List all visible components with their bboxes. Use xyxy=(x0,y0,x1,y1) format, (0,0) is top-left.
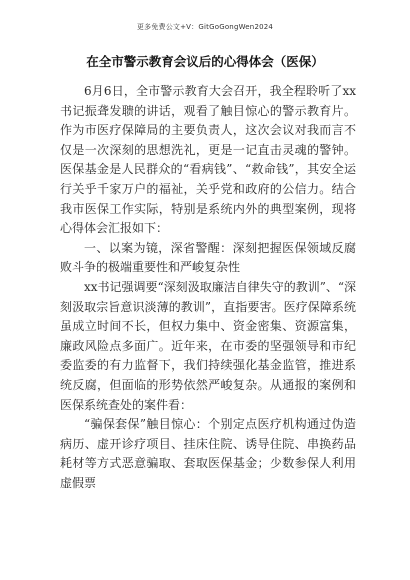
body-paragraph: “骗保套保”触目惊心：个别定点医疗机构通过伪造病历、虚开诊疗项目、挂床住院、诱导住院、串换药品耗材等方式恶意骗取、套取医保基金；少数参保人利用虚假票 xyxy=(60,417,356,490)
body-paragraph: 6月6日，全市警示教育大会召开，我全程聆听了xx书记振聋发聩的讲话，观看了触目惊心的警示教育片。作为市医疗保障局的主要负责人，这次会议对我而言不仅是一次深刻的思想洗礼，更是一记直击灵魂的警钟。医保基金是人民群众的“看病钱”、“救命钱”，其安全运行关乎千家万户的福祉，关乎党和政府的公信力。结合我市医保工作实际，特别是系统内外的典型案例，现将心得体会汇报如下： xyxy=(60,84,356,236)
header-note: 更多免费公文+V：GitGoGongWen2024 xyxy=(136,23,274,31)
body-paragraph: 一、以案为镜，深省警醒：深刻把握医保领域反腐败斗争的极端重要性和严峻复杂性 xyxy=(60,240,356,275)
document-title: 在全市警示教育会议后的心得体会（医保） xyxy=(86,54,324,69)
body-paragraph: xx书记强调要“深刻汲取廉洁自律失守的教训”、“深刻汲取宗旨意识淡薄的教训”，直指要害。医疗保障系统虽成立时间不长，但权力集中、资金密集、资源富集，廉政风险点多面广。近年来，在市委的坚强领导和市纪委监委的有力监督下，我们持续强化基金监管，推进系统反腐，但面临的形势依然严峻复杂。从通报的案例和医保系统查处的案件看： xyxy=(60,279,356,412)
document-body xyxy=(60,82,356,493)
